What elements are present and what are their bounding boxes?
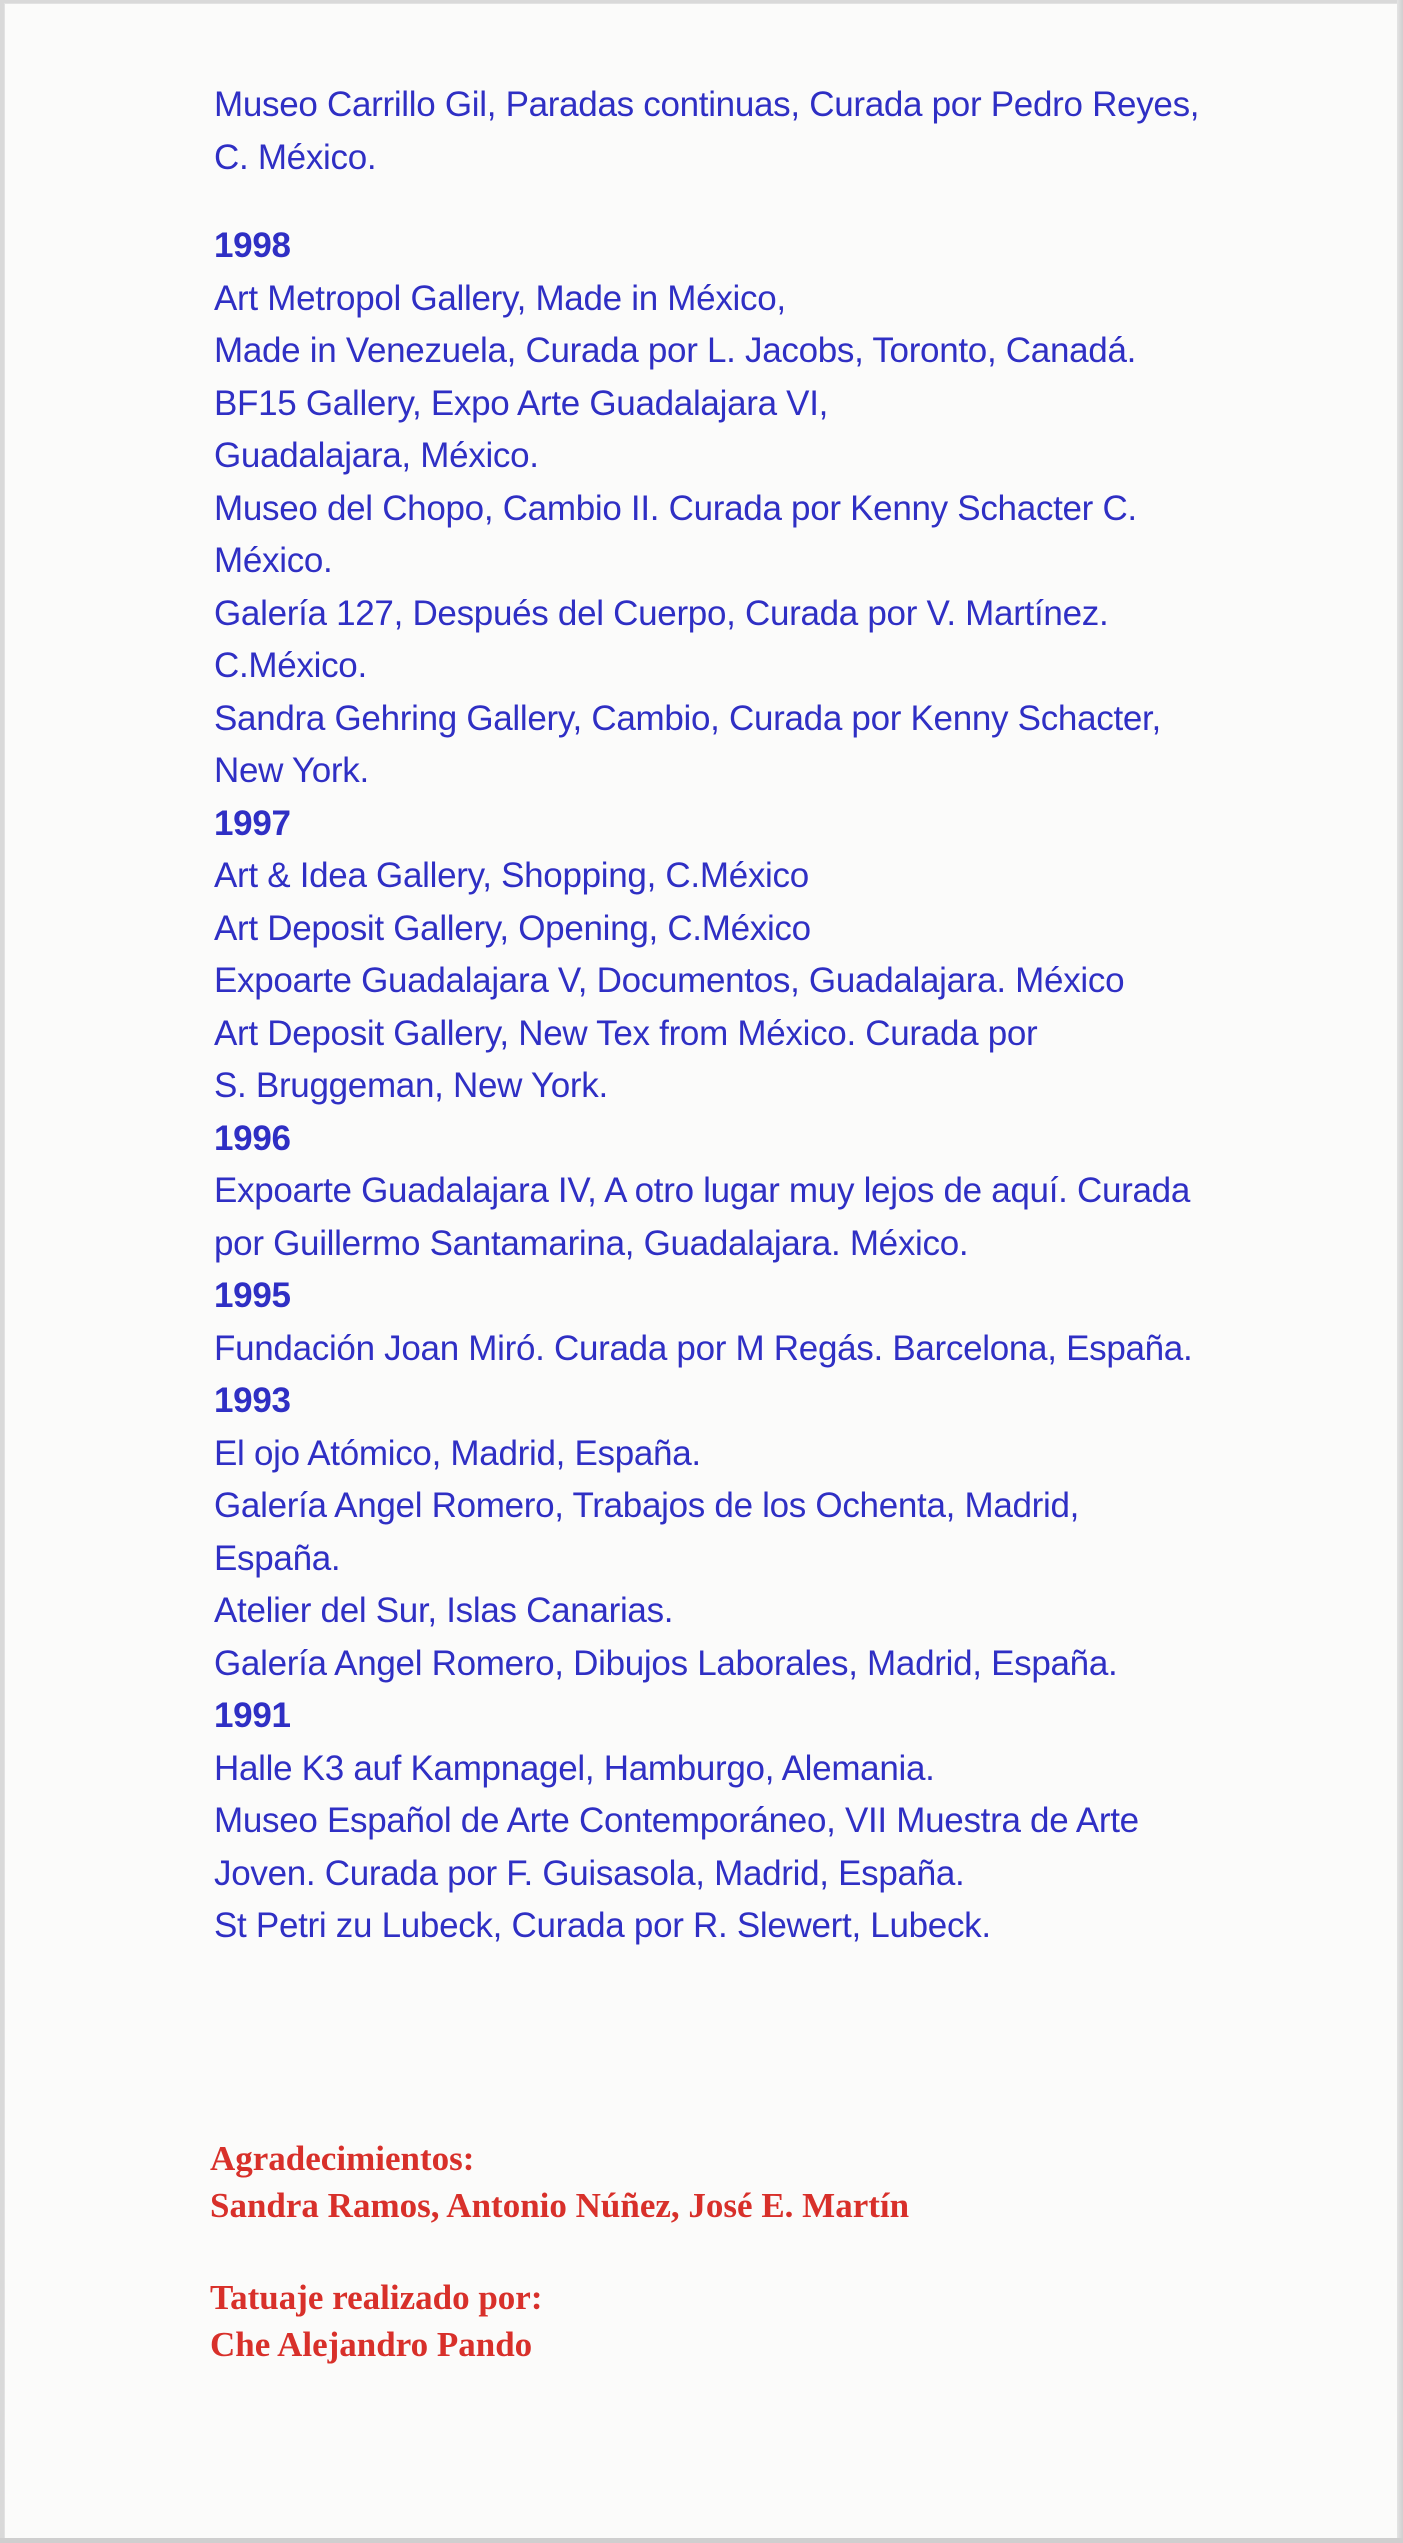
list-item: Galería 127, Después del Cuerpo, Curada por V. Martínez.	[214, 593, 1109, 633]
thanks-names: Sandra Ramos, Antonio Núñez, José E. Martín	[210, 2186, 910, 2225]
list-item: Museo Carrillo Gil, Paradas continuas, Curada por Pedro Reyes,	[214, 85, 1200, 124]
page-sheet	[4, 3, 1398, 2539]
spacer	[214, 184, 1344, 220]
list-item: Halle K3 auf Kampnagel, Hamburgo, Alemania.	[214, 1748, 935, 1788]
list-item: BF15 Gallery, Expo Arte Guadalajara VI,	[214, 383, 829, 423]
list-item: por Guillermo Santamarina, Guadalajara. México.	[214, 1223, 969, 1263]
list-item: Sandra Gehring Gallery, Cambio, Curada por Kenny Schacter,	[214, 698, 1161, 738]
list-item: C.México.	[214, 646, 367, 685]
list-item: Museo del Chopo, Cambio II. Curada por Kenny Schacter C.	[214, 488, 1137, 528]
thanks-heading: Agradecimientos:	[210, 2139, 475, 2178]
list-item: Guadalajara, México.	[214, 436, 539, 475]
list-item: Galería Angel Romero, Dibujos Laborales, Madrid, España.	[214, 1643, 1118, 1683]
list-item: Art Deposit Gallery, Opening, C.México	[214, 908, 811, 948]
list-item: C. México.	[214, 137, 377, 177]
list-item: El ojo Atómico, Madrid, España.	[214, 1433, 701, 1473]
list-item: Made in Venezuela, Curada por L. Jacobs, Toronto, Canadá.	[214, 331, 1137, 370]
list-item: Art Metropol Gallery, Made in México,	[214, 278, 786, 318]
year-heading: 1997	[214, 803, 291, 843]
list-item: Joven. Curada por F. Guisasola, Madrid, España.	[214, 1853, 965, 1893]
list-item: Art Deposit Gallery, New Tex from México. Curada por	[214, 1013, 1038, 1053]
list-item: Museo Español de Arte Contemporáneo, VII Muestra de Arte	[214, 1801, 1139, 1840]
year-heading: 1991	[214, 1696, 291, 1735]
list-item: S. Bruggeman, New York.	[214, 1066, 608, 1105]
year-heading: 1995	[214, 1276, 291, 1315]
list-item: Atelier del Sur, Islas Canarias.	[214, 1591, 674, 1630]
list-item: Art & Idea Gallery, Shopping, C.México	[214, 856, 809, 895]
credits-block	[210, 2135, 1310, 2368]
year-heading: 1998	[214, 226, 291, 265]
list-item: Expoarte Guadalajara IV, A otro lugar muy lejos de aquí. Curada	[214, 1171, 1190, 1210]
list-item: New York.	[214, 751, 369, 790]
list-item: México.	[214, 541, 333, 580]
tattoo-heading: Tatuaje realizado por:	[210, 2278, 543, 2317]
list-item: Expoarte Guadalajara V, Documentos, Guadalajara. México	[214, 961, 1125, 1000]
spacer	[210, 2229, 1310, 2274]
list-item: St Petri zu Lubeck, Curada por R. Slewert, Lubeck.	[214, 1906, 991, 1945]
list-item: Fundación Joan Miró. Curada por M Regás. Barcelona, España.	[214, 1328, 1193, 1368]
exhibition-list	[214, 79, 1344, 1953]
page-bottom-edge	[0, 2538, 1403, 2543]
page-edge-shadow	[1397, 0, 1403, 2543]
year-heading: 1993	[214, 1381, 291, 1420]
tattoo-artist: Che Alejandro Pando	[210, 2325, 533, 2364]
list-item: España.	[214, 1538, 341, 1578]
list-item: Galería Angel Romero, Trabajos de los Ochenta, Madrid,	[214, 1486, 1080, 1525]
year-heading: 1996	[214, 1118, 291, 1158]
